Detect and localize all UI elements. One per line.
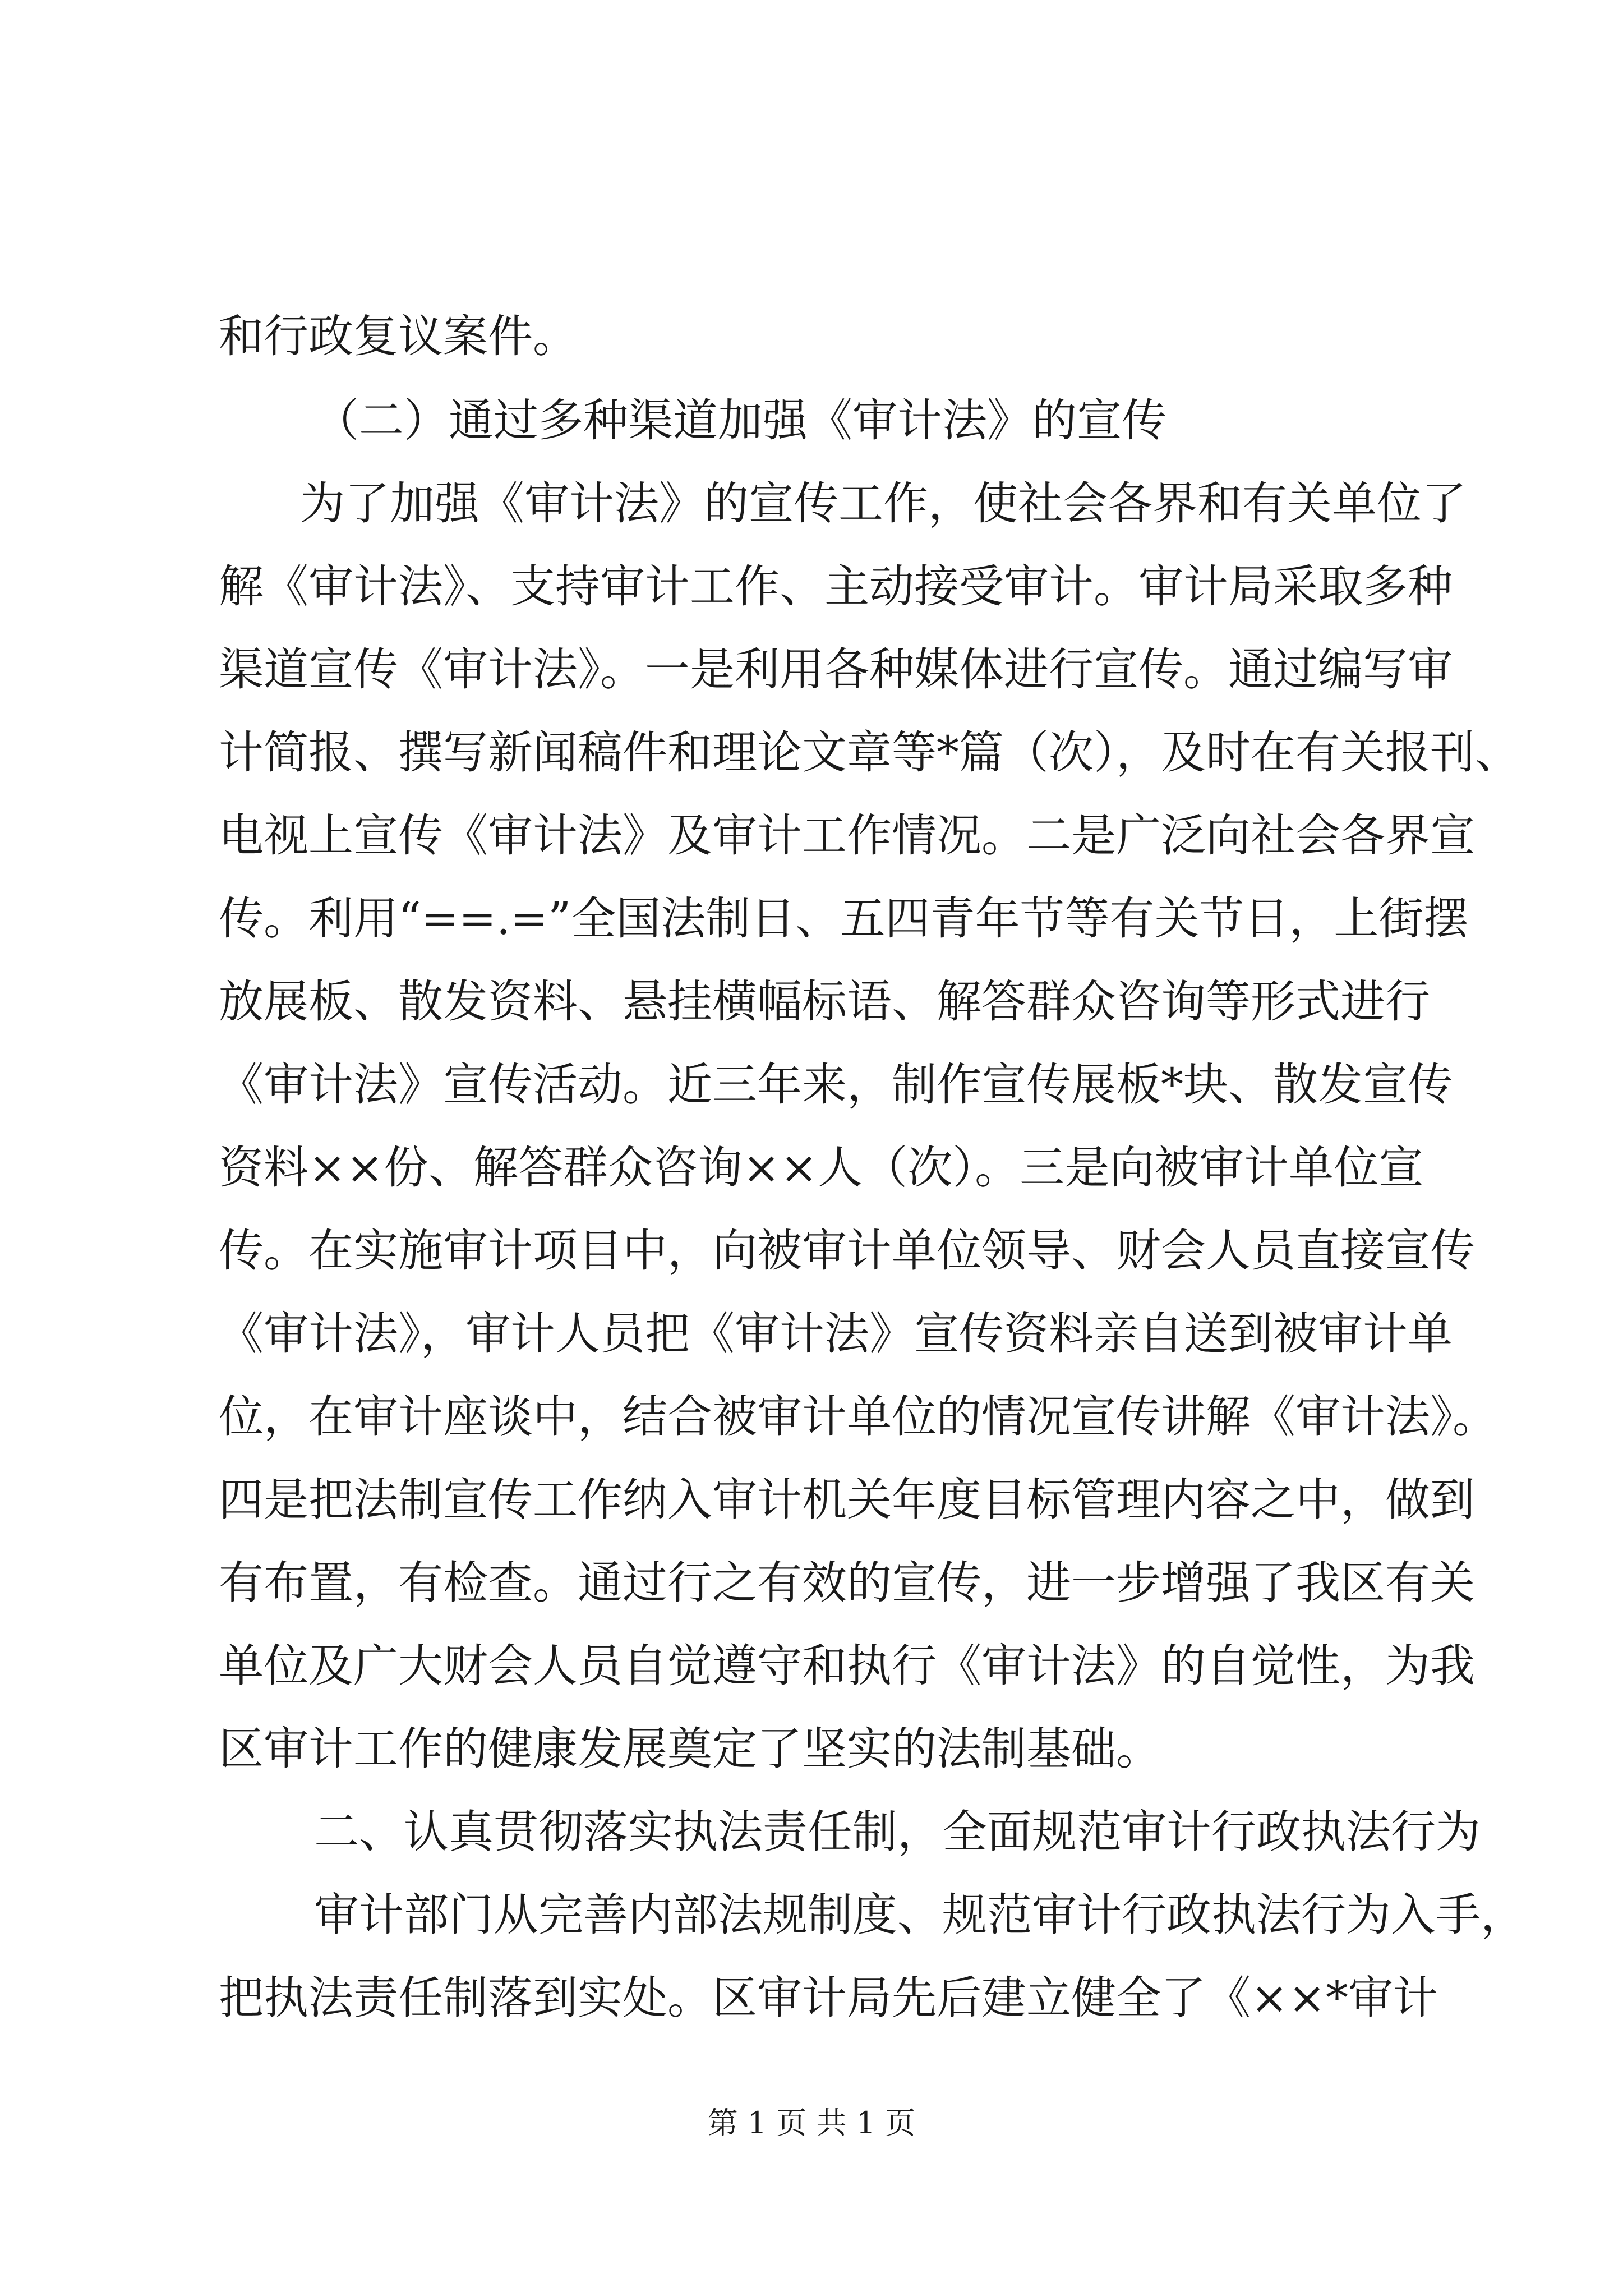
text-line-15: 四是把法制宣传工作纳入审计机关年度目标管理内容之中，做到 <box>219 1474 1475 1526</box>
text-line-17: 单位及广大财会人员自觉遵守和执行《审计法》的自觉性，为我 <box>219 1640 1475 1692</box>
section-heading-2: （二）通过多种渠道加强《审计法》的宣传 <box>314 394 1166 447</box>
text-line-6: 计简报、撰写新闻稿件和理论文章等*篇（次），及时在有关报刊、 <box>219 726 1520 779</box>
text-line-20: 审计部门从完善内部法规制度、规范审计行政执法行为入手， <box>314 1889 1525 1941</box>
text-line-3: 为了加强《审计法》的宣传工作，使社会各界和有关单位了 <box>300 477 1467 530</box>
text-line-4: 解《审计法》、支持审计工作、主动接受审计。审计局采取多种 <box>219 560 1453 613</box>
text-line-18: 区审计工作的健康发展奠定了坚实的法制基础。 <box>219 1723 1161 1775</box>
text-line-16: 有布置，有检查。通过行之有效的宣传，进一步增强了我区有关 <box>219 1557 1475 1609</box>
text-line-14: 位，在审计座谈中，结合被审计单位的情况宣传讲解《审计法》。 <box>219 1391 1497 1443</box>
text-line-1: 和行政复议案件。 <box>219 310 578 362</box>
text-line-13: 《审计法》，审计人员把《审计法》宣传资料亲自送到被审计单 <box>219 1308 1453 1360</box>
text-line-21: 把执法责任制落到实处。区审计局先后建立健全了《××*审计 <box>219 1972 1438 2024</box>
text-line-5: 渠道宣传《审计法》。一是利用各种媒体进行宣传。通过编写审 <box>219 643 1453 696</box>
text-line-12: 传。在实施审计项目中，向被审计单位领导、财会人员直接宣传 <box>219 1225 1475 1277</box>
text-line-9: 放展板、散发资料、悬挂横幅标语、解答群众咨询等形式进行 <box>219 976 1430 1028</box>
page-footer: 第 1 页 共 1 页 <box>707 2105 916 2141</box>
text-line-11: 资料××份、解答群众咨询××人（次）。三是向被审计单位宣 <box>219 1142 1424 1194</box>
section-heading-19: 二、认真贯彻落实执法责任制，全面规范审计行政执法行为 <box>314 1806 1481 1858</box>
text-line-7: 电视上宣传《审计法》及审计工作情况。二是广泛向社会各界宣 <box>219 809 1475 862</box>
text-line-10: 《审计法》宣传活动。近三年来，制作宣传展板*块、散发宣传 <box>219 1059 1453 1111</box>
text-line-8: 传。利用“==.=”全国法制日、五四青年节等有关节日，上街摆 <box>219 892 1469 945</box>
